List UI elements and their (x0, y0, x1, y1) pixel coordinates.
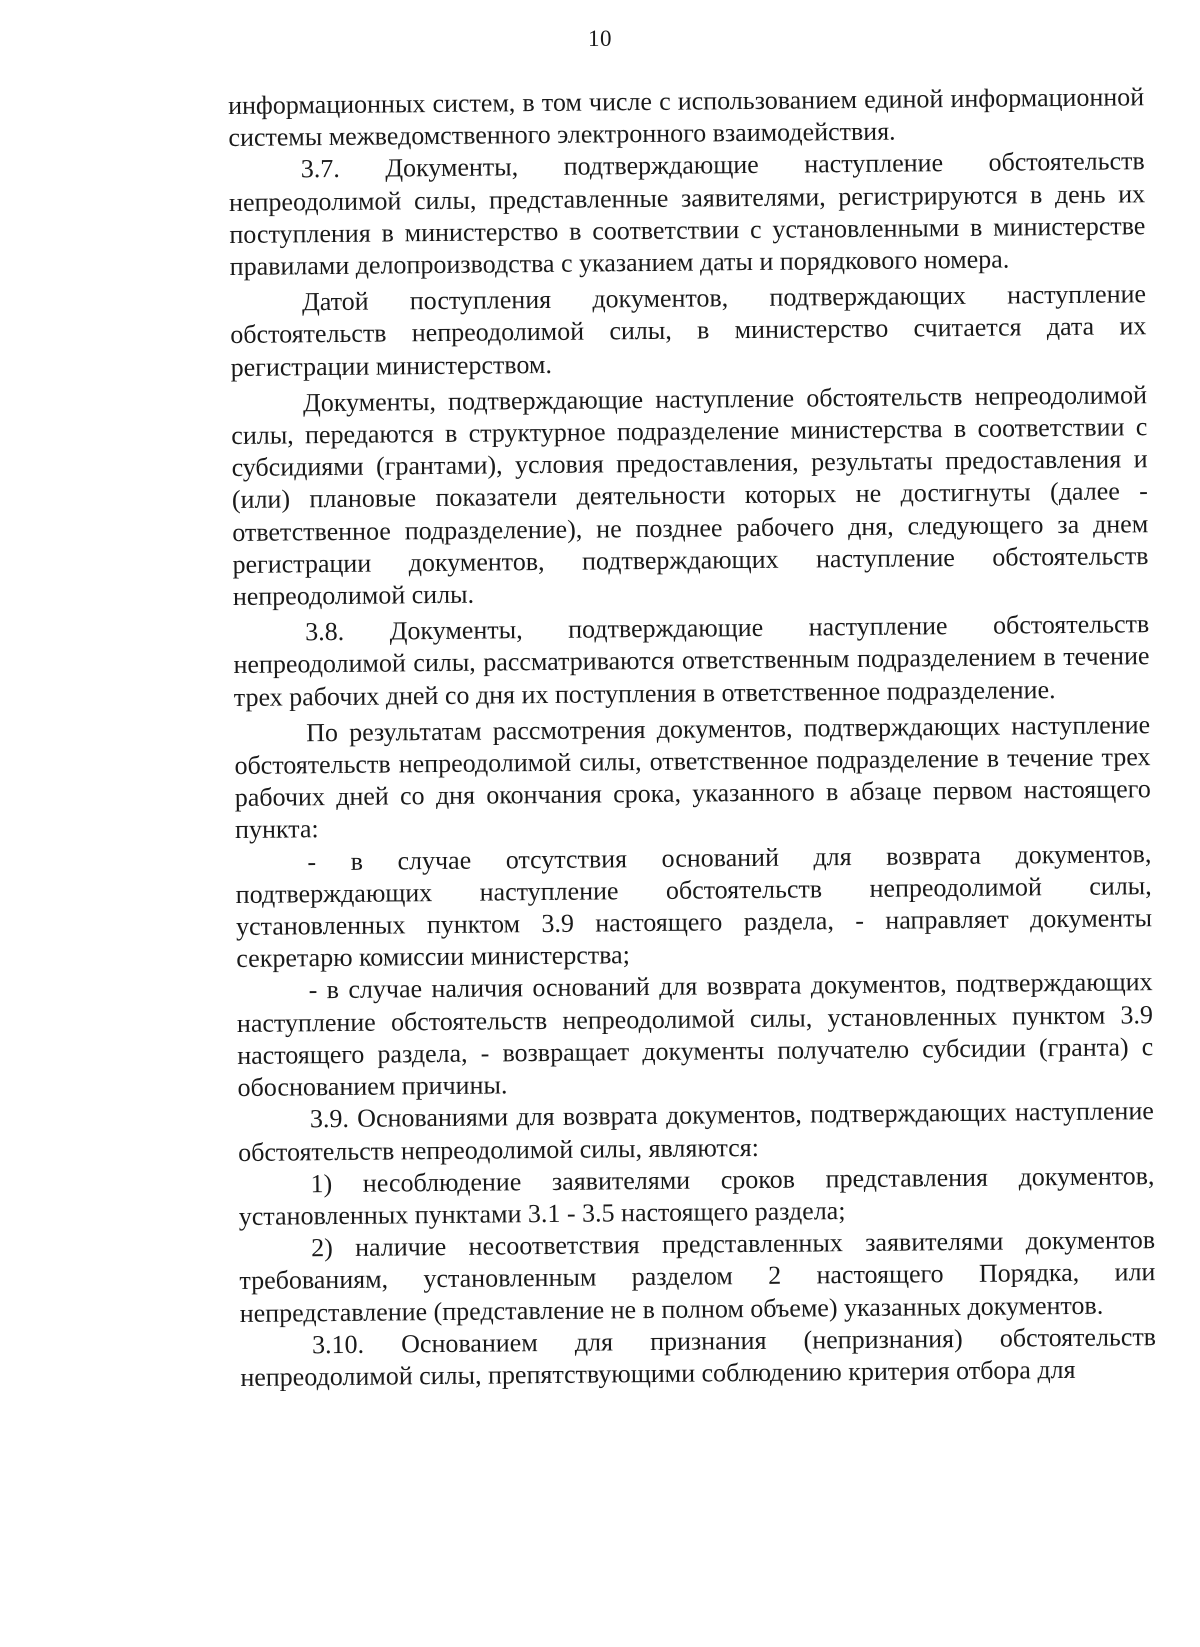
paragraph-3-8: 3.8. Документы, подтверждающие наступление обстоятельств непреодолимой силы, рассматриваются ответственным подразделением в течение трех рабочих дней со дня их поступления в ответственное подразделение. (233, 609, 1150, 712)
paragraph-3-7: 3.7. Документы, подтверждающие наступление обстоятельств непреодолимой силы, представленные заявителями, регистрируются в день их поступления в министерство в соответствии с установленными в министерстве правилами делопроизводства с указанием даты и порядкового номера. (228, 146, 1146, 282)
list-item-grounds: - в случае наличия оснований для возврата документов, подтверждающих наступление обстоятельств непреодолимой силы, установленных пунктом 3.9 настоящего раздела, - возвращает документы получателю субсидии (гранта) с обоснованием причины. (236, 967, 1154, 1103)
paragraph-review-results: По результатам рассмотрения документов, подтверждающих наступление обстоятельств непреодолимой силы, ответственное подразделение в течение трех рабочих дней со дня окончания срока, указанного в абзаце первом настоящего пункта: (234, 710, 1151, 845)
list-item-1: 1) несоблюдение заявителями сроков представления документов, установленных пунктами 3.1 - 3.5 настоящего раздела; (238, 1160, 1155, 1231)
paragraph-3-9: 3.9. Основаниями для возврата документов, подтверждающих наступление обстоятельств непреодолимой силы, являются: (238, 1096, 1154, 1167)
document-body (228, 81, 1156, 1394)
page-number: 10 (588, 26, 612, 51)
paragraph-continuation: информационных систем, в том числе с использованием единой информационной системы межведомственного электронного взаимодействия. (228, 82, 1145, 153)
paragraph-3-10: 3.10. Основанием для признания (непризнания) обстоятельств непреодолимой силы, препятствующими соблюдению критерия отбора для (240, 1321, 1157, 1392)
paragraph-transfer: Документы, подтверждающие наступление обстоятельств непреодолимой силы, передаются в структурное подразделение министерства в соответствии с субсидиями (грантами), условия предоставления, результаты предоставления и (или) плановые показатели деятельности которых не достигнуты (далее - ответственное подразделение), не позднее рабочего дня, следующего за днем регистрации документов, подтверждающих наступление обстоятельств непреодолимой силы. (231, 380, 1149, 612)
paragraph-receipt-date: Датой поступления документов, подтверждающих наступление обстоятельств непреодолимой силы, в министерство считается дата их регистрации министерством. (230, 279, 1147, 382)
list-item-no-grounds: - в случае отсутствия оснований для возврата документов, подтверждающих наступление обстоятельств непреодолимой силы, установленных пунктом 3.9 настоящего раздела, - направляет документы секретарю комиссии министерства; (235, 838, 1153, 974)
list-item-2: 2) наличие несоответствия представленных заявителями документов требованиям, установленным разделом 2 настоящего Порядка, или непредставление (представление не в полном объеме) указанных документов. (239, 1225, 1156, 1328)
